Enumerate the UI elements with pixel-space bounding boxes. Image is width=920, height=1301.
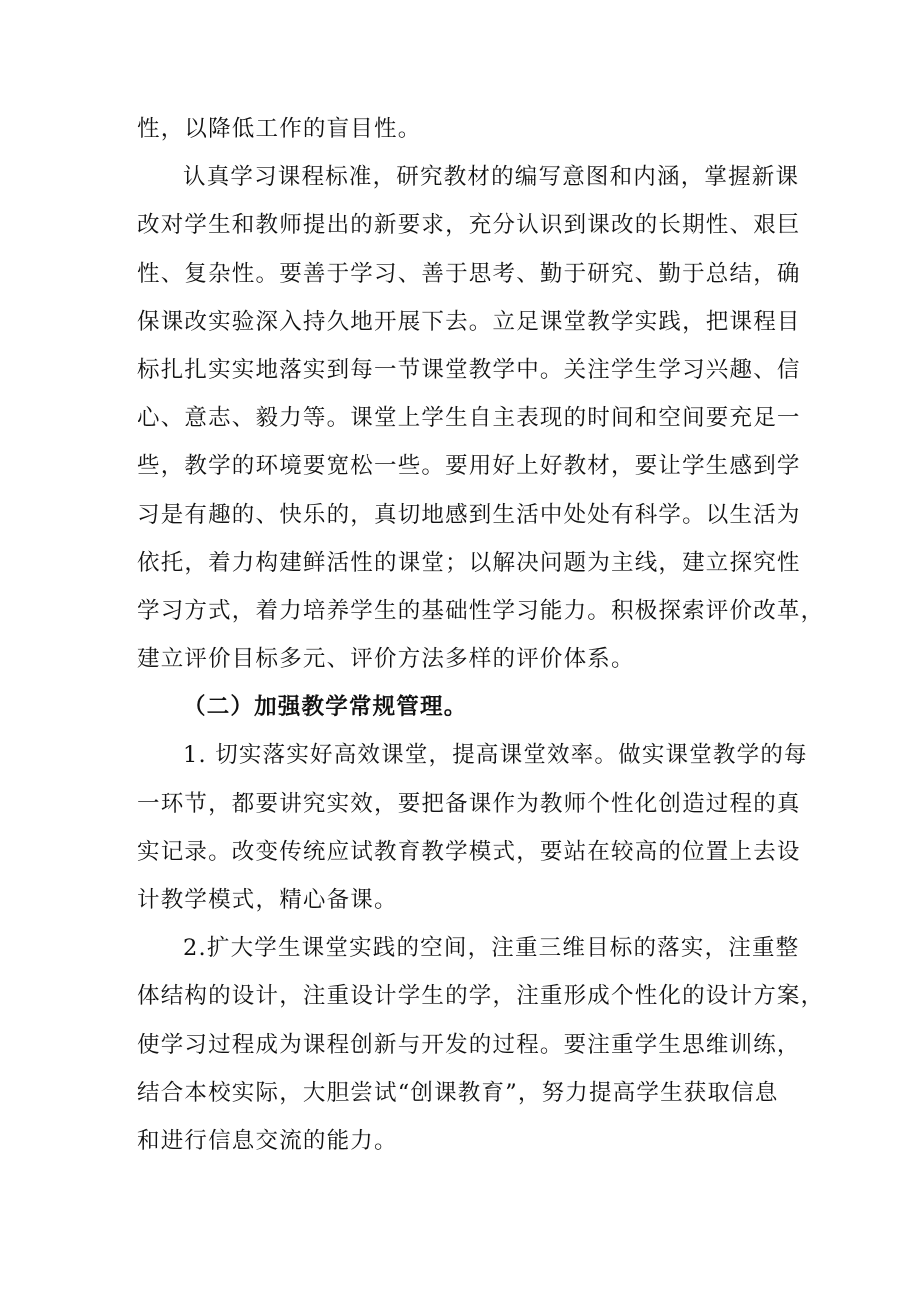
- text-line: 和进行信息交流的能力。: [137, 1127, 398, 1154]
- text-line: 性，以降低工作的盲目性。: [137, 116, 422, 142]
- text-line: 建立评价目标多元、评价方法多样的评价体系。: [137, 646, 635, 673]
- text-line: 改对学生和教师提出的新要求，充分认识到课改的长期性、艰巨: [137, 212, 801, 239]
- text-line: 习是有趣的、快乐的，真切地感到生活中处处有科学。以生活为: [137, 501, 801, 528]
- text-line: 使学习过程成为课程创新与开发的过程。要注重学生思维训练，: [137, 1031, 801, 1058]
- text-line: 一环节，都要讲究实效，要把备课作为教师个性化创造过程的真: [137, 790, 801, 817]
- text-line: 计教学模式，精心备课。: [137, 887, 398, 913]
- text-line: 依托，着力构建鲜活性的课堂；以解决问题为主线，建立探究性: [137, 549, 801, 576]
- text-line: 性、复杂性。要善于学习、善于思考、勤于研究、勤于总结，确: [137, 260, 801, 287]
- body-text: [137, 105, 825, 1165]
- paragraph-start-line: 2.扩大学生课堂实践的空间，注重三维目标的落实，注重整: [183, 935, 800, 962]
- text-line: 些，教学的环境要宽松一些。要用好上好教材，要让学生感到学: [137, 453, 801, 480]
- text-line: 结合本校实际，大胆尝试“创课教育”，努力提高学生获取信息: [137, 1079, 779, 1106]
- section-heading: （二）加强教学常规管理。: [183, 694, 468, 721]
- text-line: 标扎扎实实地落实到每一节课堂教学中。关注学生学习兴趣、信: [137, 356, 801, 383]
- text-line: 心、意志、毅力等。课堂上学生自主表现的时间和空间要充足一: [137, 405, 801, 432]
- paragraph-start-line: 认真学习课程标准，研究教材的编写意图和内涵，掌握新课: [183, 164, 800, 191]
- text-line: 实记录。改变传统应试教育教学模式，要站在较高的位置上去设: [137, 838, 801, 865]
- text-line: 学习方式，着力培养学生的基础性学习能力。积极探索评价改革，: [137, 597, 825, 624]
- paragraph-start-line: 1. 切实落实好高效课堂，提高课堂效率。做实课堂教学的每: [183, 742, 808, 769]
- text-line: 体结构的设计，注重设计学生的学，注重形成个性化的设计方案，: [137, 983, 825, 1010]
- text-line: 保课改实验深入持久地开展下去。立足课堂教学实践，把课程目: [137, 308, 801, 335]
